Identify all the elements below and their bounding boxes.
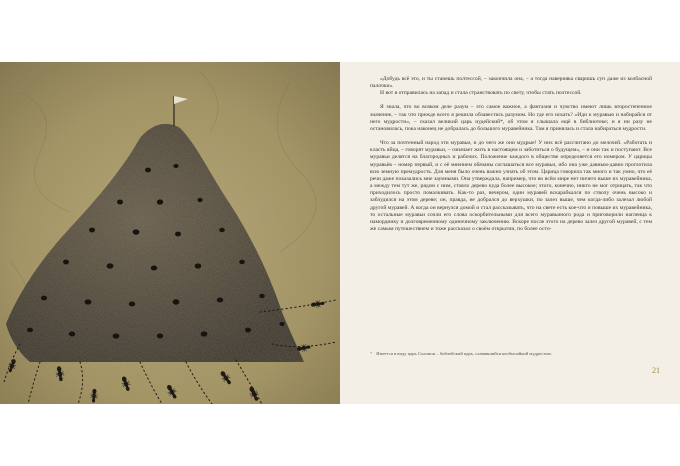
footnote-text: Имеется в виду царь Соломон – библейский царь, славившийся необычайной мудростью. [376, 351, 553, 356]
book-spread [0, 62, 680, 404]
footnote-marker: * [370, 351, 373, 356]
text-page [340, 62, 680, 404]
footnote [370, 351, 652, 357]
illustration-page [0, 62, 340, 404]
paragraph: Что за почтенный народ эти муравьи, и до чего же они мудрые! У них всё рассчитано до мелочей. «Работать и класть яйца, – говорят муравьи, – означает жить в настоящем и заботиться о будущем», – и они так и поступают. Все муравьи делятся на благородных и рабочих. Положение каждого в обществе определяется его номером. У царицы муравьёв – номер первый, и с её мнением обязаны соглашаться все муравьи, ибо она уже давным-давно проглотила всю земную премудрость. Для меня было очень важно узнать об этом. Царица говорила так много и так умно, что её речи даже показались мне заумными. Она утверждала, например, что во всём мире нет ничего выше их муравейника, а между тем тут же, рядом с ним, стояло дерево куда более высокое; этого, конечно, никто не мог отрицать, так что приходилось просто помалкивать. Как-то раз, вечером, один муравей вскарабкался по стволу очень высоко и заблудился на этом дереве; он, правда, не добрался до верхушки, по залез выше, чем когда-либо залезал любой другой муравей. А когда он вернулся домой и стал рассказывать, что на свете есть кое-что и повыше их муравейника, то остальные муравьи сочли его слова оскорбительными для всего муравьиного рода и приговорили нагленца к наморднику и долговременному одиночному заключению. Вскоре после этого на дерево залез другой муравей, с тем же самым путешествием и тоже рассказал о своём открытии, по более осто- [370, 140, 652, 232]
paragraph: Я знала, что во всяком деле разум – это самое важное, а фантазия и чувство имеют лишь второстепенное значение, – так что прежде всего я решила обзавестись разумом. Но где его искать? «Иди к муравью и набирайся от него мудрости», – сказал великий царь иудейский*, об этом я слышала ещё в библиотеке; и я ни разу не остановилась, пока наконец не добралась до большого муравейника. Там я принялась и стала набираться мудрости. [370, 104, 652, 132]
body-text [370, 76, 652, 233]
paragraph: «Добудь всё это, и ты станешь полтессой, – закончила она, – а тогда наверняка сваришь суп даже из колбасной палочки». [370, 76, 652, 90]
paragraph: И вот я отправилась на запад и стала странствовать по свету, чтобы стать полтессой. [380, 90, 582, 97]
page-number: 21 [652, 366, 660, 375]
anthill-illustration [0, 62, 340, 404]
